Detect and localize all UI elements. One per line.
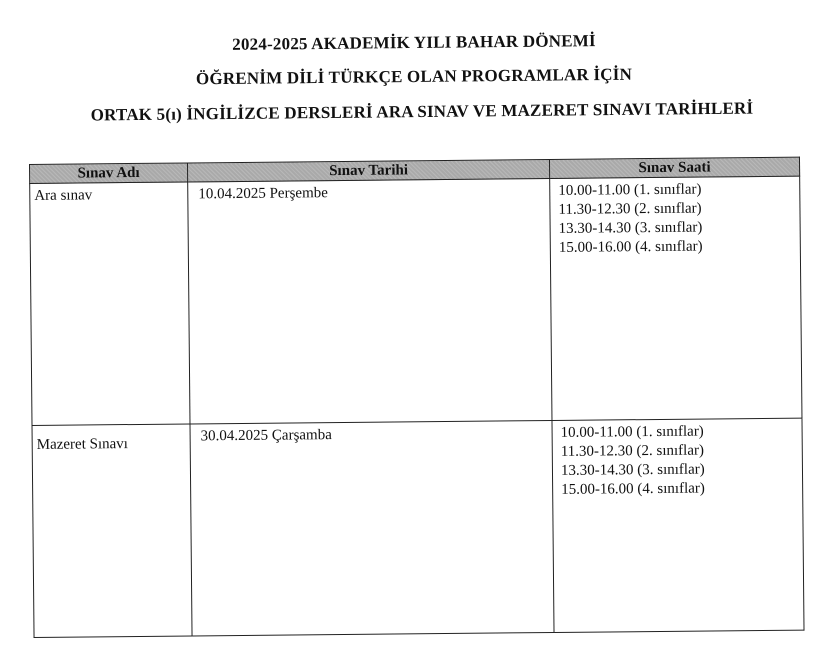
- exam-time-slot: 13.30-14.30 (3. sınıflar): [560, 461, 705, 479]
- exam-date: 30.04.2025 Çarşamba: [200, 427, 332, 445]
- exam-time-slot: 15.00-16.00 (4. sınıflar): [558, 238, 703, 256]
- exam-time-slot: 13.30-14.30 (3. sınıflar): [558, 219, 703, 237]
- exam-time-slot: 11.30-12.30 (2. sınıflar): [560, 442, 705, 460]
- exam-time-slot: 15.00-16.00 (4. sınıflar): [561, 480, 705, 498]
- exam-name: Mazeret Sınavı: [36, 435, 128, 453]
- exam-time-list: [552, 419, 802, 500]
- table-row: [30, 176, 802, 425]
- exam-time-cell: [550, 176, 802, 420]
- column-header-exam-date: Sınav Tarihi: [187, 160, 549, 182]
- document-title-line-2: ÖĞRENİM DİLİ TÜRKÇE OLAN PROGRAMLAR İÇİN: [195, 64, 633, 89]
- exam-time-slot: 10.00-11.00 (1. sınıflar): [558, 181, 702, 199]
- exam-name-cell: [30, 182, 190, 425]
- exam-time-slot: 11.30-12.30 (2. sınıflar): [558, 200, 702, 218]
- exam-schedule-table-wrapper: [29, 157, 804, 638]
- exam-schedule-table: [29, 157, 805, 638]
- column-header-exam-name: Sınav Adı: [30, 163, 188, 184]
- exam-date: 10.04.2025 Perşembe: [198, 185, 328, 203]
- exam-time-cell: [552, 418, 804, 632]
- document-title-line-1: 2024-2025 AKADEMİK YILI BAHAR DÖNEMİ: [232, 31, 596, 54]
- exam-date-cell: [190, 420, 554, 636]
- exam-date-cell: [188, 179, 552, 424]
- column-header-exam-time: Sınav Saati: [549, 157, 799, 178]
- exam-name-cell: [32, 424, 192, 638]
- exam-time-slot: 10.00-11.00 (1. sınıflar): [560, 423, 704, 441]
- exam-name: Ara sınav: [34, 187, 93, 204]
- table-row: [32, 418, 804, 637]
- exam-time-list: [550, 177, 800, 258]
- document-title-line-3: ORTAK 5(ı) İNGİLİZCE DERSLERİ ARA SINAV VE MAZERET SINAVI TARİHLERİ: [90, 98, 754, 125]
